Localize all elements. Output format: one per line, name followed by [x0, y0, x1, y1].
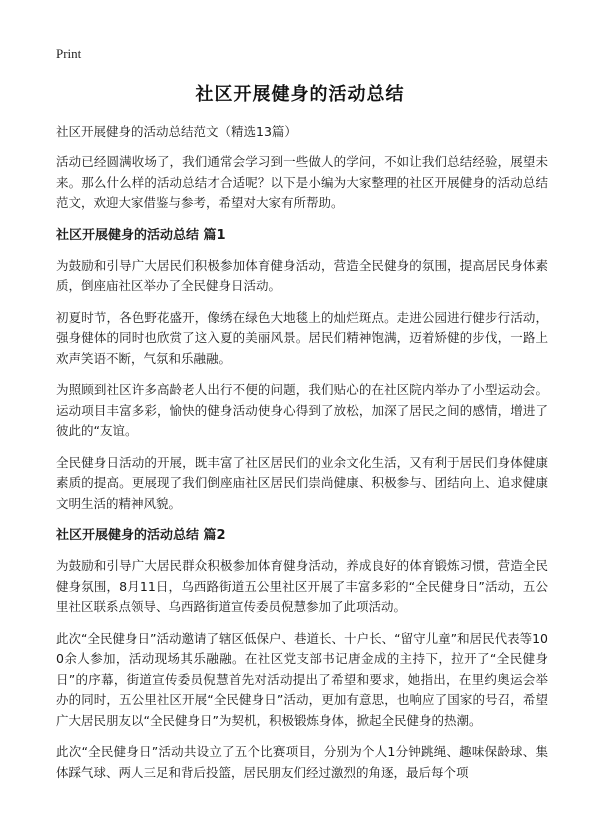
- section-1-paragraph-3: 为照顾到社区许多高龄老人出行不便的问题，我们贴心的在社区院内举办了小型运动会。运动项目丰富多彩，愉快的健身活动使身心得到了放松，加深了居民之间的感情，增进了彼此的“友谊。: [56, 382, 548, 438]
- section-1-paragraph-4: 全民健身日活动的开展，既丰富了社区居民们的业余文化生活，又有利于居民们身体健康素质的提高。更展现了我们倒座庙社区居民们崇尚健康、积极参与、团结向上、追求健康文明生活的精神风貌。: [56, 454, 548, 511]
- section-1-paragraph-1: 为鼓励和引导广大居民们积极参加体育健身活动，营造全民健身的氛围，提高居民身体素质，倒座庙社区举办了全民健身日活动。: [56, 257, 548, 293]
- section-2-paragraph-2: 此次“全民健身日”活动邀请了辖区低保户、巷道长、十户长、“留守儿童”和居民代表等100余人参加，活动现场其乐融融。在社区党支部书记唐金成的主持下，拉开了“全民健身日”的序幕，街道宣传委员倪慧首先对活动提出了希望和要求，她指出，在里约奥运会举办的同时，五公里社区开展“全民健身日”活动，更加有意思，也响应了国家的号召，希望广大居民朋友以“全民健身日”为契机，积极锻炼身体，掀起全民健身的热潮。: [56, 630, 548, 728]
- section-heading-2: 社区开展健身的活动总结 篇2: [56, 528, 226, 543]
- section-2-paragraph-3: 此次“全民健身日”活动共设立了五个比赛项目，分别为个人1分钟跳绳、趣味保龄球、集体踩气球、两人三足和背后投篮，居民朋友们经过激烈的角逐，最后每个项: [56, 744, 548, 780]
- section-heading-1: 社区开展健身的活动总结 篇1: [56, 227, 226, 243]
- article-body: [56, 122, 548, 794]
- section-2-paragraph-1: 为鼓励和引导广大居民群众积极参加体育健身活动，养成良好的体育锻炼习惯，营造全民健身氛围，8月11日，乌西路街道五公里社区开展了丰富多彩的“全民健身日”活动，五公里社区联系点领导、乌西路街道宣传委员倪慧参加了此项活动。: [56, 558, 548, 614]
- print-link[interactable]: Print: [56, 46, 82, 61]
- page-title: 社区开展健身的活动总结: [195, 84, 405, 105]
- intro-paragraph: 活动已经圆满收场了，我们通常会学习到一些做人的学问，不如让我们总结经验，展望未来。那么什么样的活动总结才合适呢？以下是小编为大家整理的社区开展健身的活动总结范文，欢迎大家借鉴与参考，希望对大家有所帮助。: [56, 154, 548, 210]
- section-1-paragraph-2: 初夏时节，各色野花盛开，像绣在绿色大地毯上的灿烂斑点。走进公园进行健步行活动，强身健体的同时也欣赏了这入夏的美丽风景。居民们精神饱满，迈着矫健的步伐，一路上欢声笑语不断，气氛和乐融融。: [56, 309, 548, 366]
- article-subtitle: 社区开展健身的活动总结范文（精选13篇）: [56, 124, 297, 139]
